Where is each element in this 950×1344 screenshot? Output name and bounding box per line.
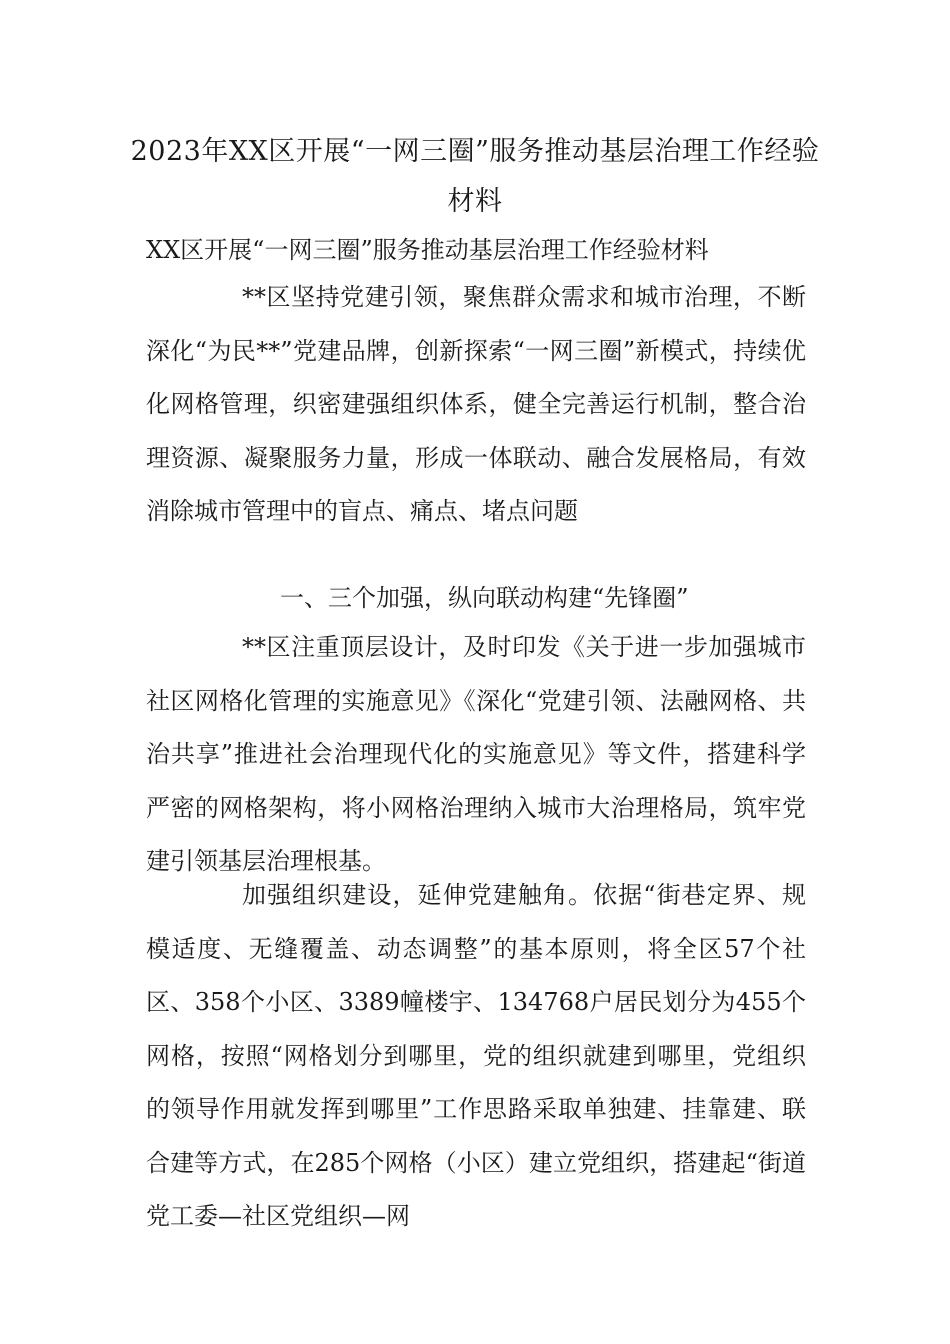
- section-heading: 一、三个加强，纵向联动构建“先锋圈”: [280, 584, 689, 612]
- document-title: 2023年XX区开展“一网三圈”服务推动基层治理工作经验材料: [130, 136, 820, 217]
- paragraph-top-design: **区注重顶层设计，及时印发《关于进一步加强城市社区网格化管理的实施意见》《深化“党建引领、法融网格、共治共享”推进社会治理现代化的实施意见》等文件，搭建科学严密的网格架构，将小网格治理纳入城市大治理格局，筑牢党建引领基层治理根基。: [146, 633, 806, 875]
- document-subtitle: XX区开展“一网三圈”服务推动基层治理工作经验材料: [146, 236, 709, 264]
- paragraph-intro: **区坚持党建引领，聚焦群众需求和城市治理，不断深化“为民**”党建品牌，创新探索“一网三圈”新模式，持续优化网格管理，织密建强组织体系，健全完善运行机制，整合治理资源、凝聚服务力量，形成一体联动、融合发展格局，有效消除城市管理中的盲点、痛点、堵点问题: [146, 283, 806, 525]
- paragraph-organization: 加强组织建设，延伸党建触角。依据“街巷定界、规模适度、无缝覆盖、动态调整”的基本原则，将全区57个社区、358个小区、3389幢楼宇、134768户居民划分为455个网格，按照“网格划分到哪里，党的组织就建到哪里，党组织的领导作用就发挥到哪里”工作思路采取单独建、挂靠建、联合建等方式，在285个网格（小区）建立党组织，搭建起“街道党工委—社区党组织—网: [146, 881, 806, 1230]
